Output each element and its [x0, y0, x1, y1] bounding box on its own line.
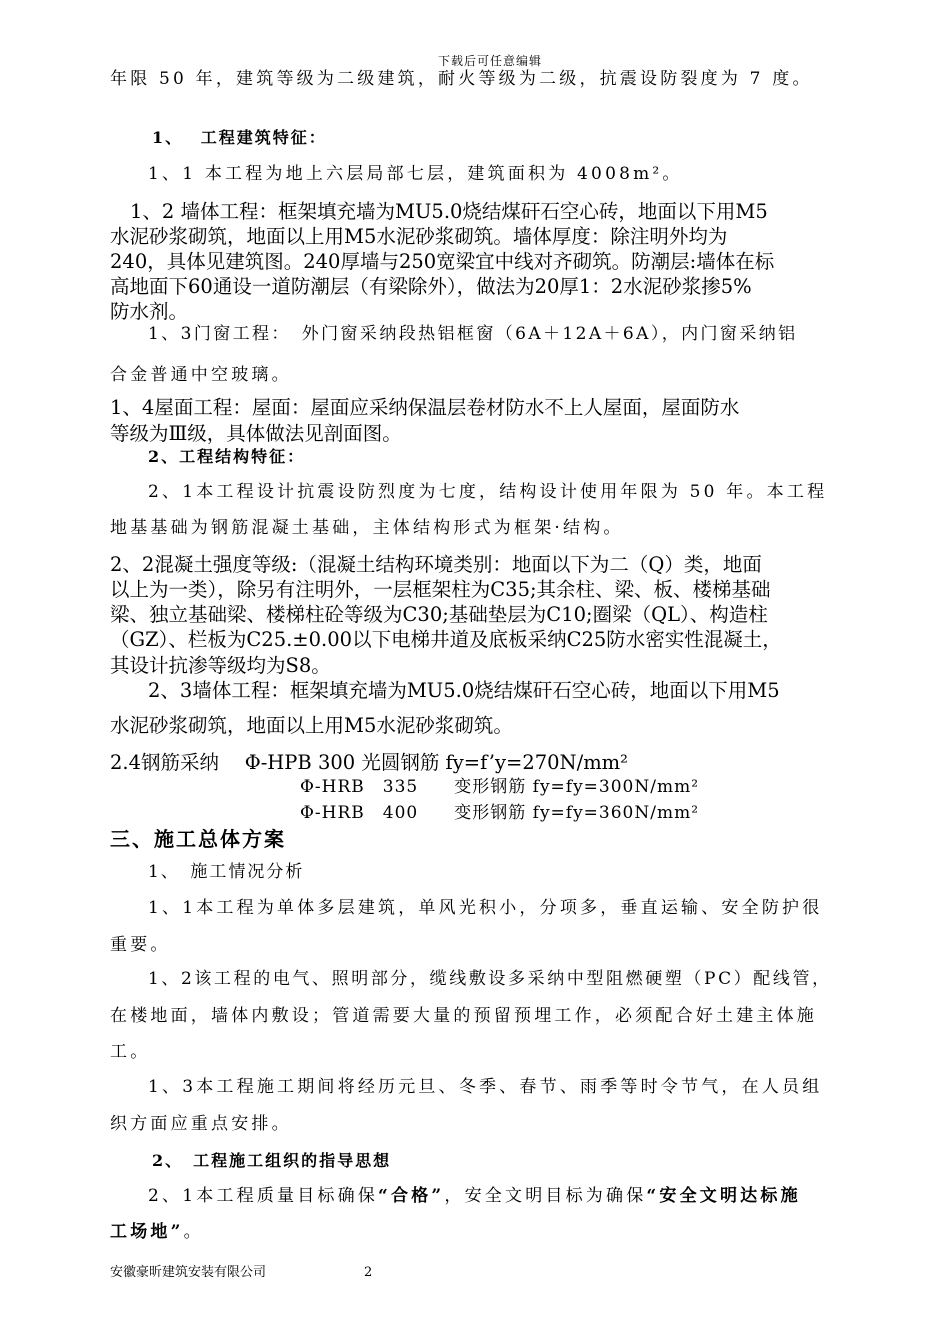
paragraph-line: 1、3门窗工程： 外门窗采纳段热铝框窗（6A＋12A＋6A），内门窗采纳铝: [148, 324, 798, 344]
paragraph-line: 1、1本工程为单体多层建筑，单风光积小，分项多，垂直运输、安全防护很: [148, 898, 823, 918]
paragraph-line: 高地面下60通设一道防潮层（有梁除外），做法为20厚1：2水泥砂浆掺5%: [110, 275, 752, 298]
paragraph-line: 2、3墙体工程：框架填充墙为MU5.0烧结煤矸石空心砖，地面以下用M5: [148, 679, 780, 702]
paragraph-line: 合金普通中空玻璃。: [110, 365, 292, 385]
footer-company: 安徽豪昕建筑安装有限公司: [110, 1265, 267, 1280]
paragraph-line: 以上为一类），除另有注明外，一层框架柱为C35;其余柱、梁、板、楼梯基础: [110, 578, 771, 601]
paragraph-line: 水泥砂浆砌筑，地面以上用M5水泥砂浆砌筑。: [110, 714, 513, 737]
paragraph-line: 1、4屋面工程：屋面：屋面应采纳保温层卷材防水不上人屋面，屋面防水: [110, 396, 740, 419]
text-run: 。: [183, 1222, 204, 1242]
paragraph-line: 2、2混凝土强度等级:（混凝土结构环境类别：地面以下为二（Q）类，地面: [110, 553, 762, 576]
rebar-spec-line: Φ-HRB 400 变形钢筋 fy=fy=360N/mm²: [300, 803, 700, 823]
safety-goal-text: 工场地”: [110, 1222, 184, 1242]
rebar-spec-line: Φ-HRB 335 变形钢筋 fy=fy=300N/mm²: [300, 777, 700, 797]
section-heading: 2、工程结构特征：: [148, 447, 306, 466]
paragraph-line: [110, 1224, 204, 1241]
paragraph-line: 1、1 本工程为地上六层局部七层，建筑面积为 4008m²。: [148, 164, 683, 184]
paragraph-line: 织方面应重点安排。: [110, 1114, 292, 1134]
paragraph-line: 1、3本工程施工期间将经历元旦、冬季、春节、雨季等时令节气，在人员组: [148, 1077, 823, 1097]
rebar-spec-line: 2.4钢筋采纳 Φ-HPB 300 光圆钢筋 fy=f’y=270N/mm²: [110, 751, 628, 774]
paragraph-line: 工。: [110, 1042, 151, 1062]
section-heading: 1、 工程建筑特征：: [152, 128, 327, 147]
paragraph-line: 重要。: [110, 935, 171, 955]
text-run: ，安全文明目标为确保: [444, 1186, 647, 1206]
paragraph-line: 其设计抗渗等级均为S8。: [110, 654, 331, 677]
page-number: 2: [364, 1265, 373, 1280]
paragraph-line: （GZ）、栏板为C25.±0.00以下电梯井道及底板采纳C25防水密实性混凝土，: [110, 628, 782, 651]
paragraph-line: 在楼地面，墙体内敷设；管道需要大量的预留预埋工作，必须配合好土建主体施: [110, 1006, 817, 1026]
paragraph-line: 240，具体见建筑图。240厚墙与250宽梁宜中线对齐砌筑。防潮层:墙体在标: [110, 250, 775, 273]
quality-goal-text: “合格”: [378, 1186, 445, 1206]
chapter-heading: 三、施工总体方案: [110, 827, 286, 851]
paragraph-line: 1、2该工程的电气、照明部分，缆线敷设多采纳中型阻燃硬塑（PC）配线管，: [148, 969, 832, 989]
paragraph-line: 等级为Ⅲ级，具体做法见剖面图。: [110, 422, 402, 445]
paragraph-line: 梁、独立基础梁、楼梯柱砼等级为C30;基础垫层为C10;圈梁（QL）、构造柱: [110, 603, 768, 626]
subsection-heading: 1、 施工情况分析: [148, 862, 305, 882]
paragraph-line: 防水剂。: [110, 300, 189, 323]
paragraph-line: 1、2 墙体工程：框架填充墙为MU5.0烧结煤矸石空心砖，地面以下用M5: [130, 200, 768, 223]
paragraph-line: 地基基础为钢筋混凝土基础，主体结构形式为框架·结构。: [110, 518, 624, 538]
paragraph-line: 年限 50 年，建筑等级为二级建筑，耐火等级为二级，抗震设防裂度为 7 度。: [110, 69, 813, 89]
text-run: 2、1本工程质量目标确保: [148, 1186, 379, 1206]
safety-goal-text: “安全文明达标施: [646, 1186, 801, 1206]
paragraph-line: 水泥砂浆砌筑，地面以上用M5水泥砂浆砌筑。墙体厚度：除注明外均为: [110, 225, 728, 248]
page-header: 下载后可任意编辑: [438, 54, 543, 68]
section-heading: 2、 工程施工组织的指导思想: [152, 1151, 392, 1170]
paragraph-line: [148, 1188, 801, 1205]
paragraph-line: 2、1本工程设计抗震设防烈度为七度，结构设计使用年限为 50 年。本工程: [148, 482, 828, 502]
